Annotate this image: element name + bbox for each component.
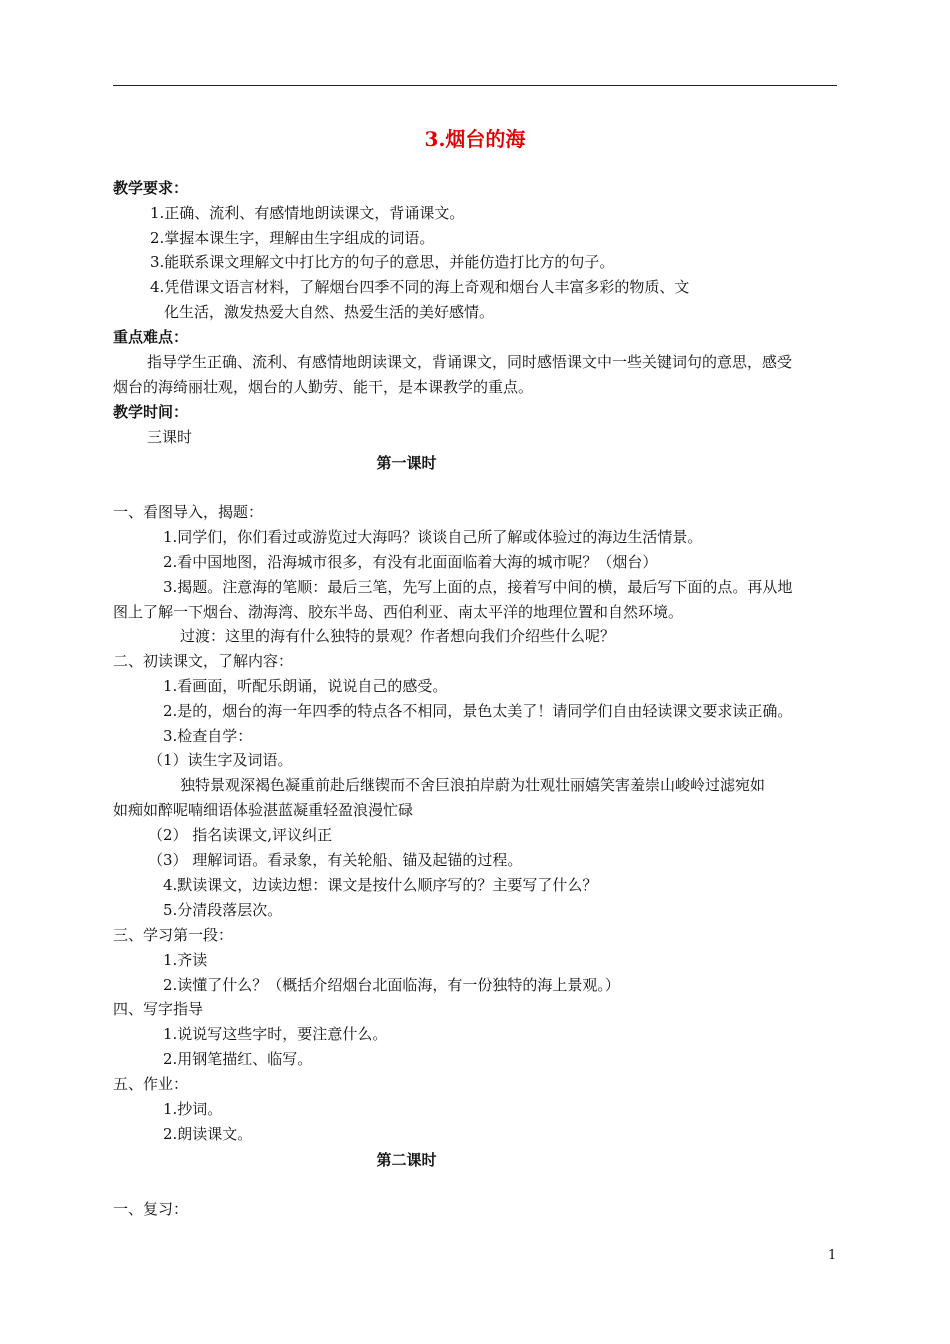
section-heading: 四、写字指导 [113,1000,204,1018]
requirement-item: 化生活，激发热爱大自然、热爱生活的美好感情。 [164,303,495,321]
requirement-item: 1.正确、流利、有感情地朗读课文，背诵课文。 [150,204,465,222]
page-number: 1 [828,1248,837,1263]
list-item: 2.朗读课文。 [163,1125,253,1143]
lesson-one-heading: 第一课时 [376,454,437,472]
list-item: 4.默读课文，边读边想：课文是按什么顺序写的？主要写了什么？ [163,876,598,894]
section-heading: 一、看图导入，揭题： [113,503,264,521]
key-points-text: 指导学生正确、流利、有感情地朗读课文，背诵课文，同时感悟课文中一些关键词句的意思，感受 [147,353,793,371]
document-title: 3.烟台的海 [424,127,526,151]
key-points-heading: 重点难点： [113,328,189,346]
requirements-heading: 教学要求： [113,179,189,197]
transition-text: 过渡：这里的海有什么独特的景观？作者想向我们介绍些什么呢？ [180,627,616,645]
section-heading: 三、学习第一段： [113,926,234,944]
key-points-text: 烟台的海绮丽壮观，烟台的人勤劳、能干，是本课教学的重点。 [113,378,534,396]
list-item: （1）读生字及词语。 [148,751,293,769]
list-item: （2） 指名读课文,评议纠正 [148,826,333,844]
vocabulary-list: 独特景观深褐色凝重前赴后继锲而不舍巨浪拍岸蔚为壮观壮丽嬉笑害羞崇山峻岭过滤宛如 [180,776,766,794]
teaching-time-heading: 教学时间： [113,403,189,421]
section-heading: 一、复习： [113,1200,189,1218]
requirement-item: 2.掌握本课生字，理解由生字组成的词语。 [150,229,435,247]
requirement-item: 4.凭借课文语言材料，了解烟台四季不同的海上奇观和烟台人丰富多彩的物质、文 [150,278,690,296]
vocabulary-list: 如痴如醉呢喃细语体验湛蓝凝重轻盈浪漫忙碌 [113,801,414,819]
list-item: 2.是的，烟台的海一年四季的特点各不相同，景色太美了！请同学们自由轻读课文要求读正确。 [163,702,793,720]
list-item: 2.用钢笔描红、临写。 [163,1050,313,1068]
list-item: 图上了解一下烟台、渤海湾、胶东半岛、西伯利亚、南太平洋的地理位置和自然环境。 [113,603,684,621]
list-item: 3.揭题。注意海的笔顺：最后三笔，先写上面的点，接着写中间的横，最后写下面的点。再从地 [163,578,793,596]
list-item: 5.分清段落层次。 [163,901,283,919]
list-item: 1.说说写这些字时，要注意什么。 [163,1025,388,1043]
list-item: （3） 理解词语。看录象，有关轮船、锚及起锚的过程。 [148,851,523,869]
requirement-item: 3.能联系课文理解文中打比方的句子的意思，并能仿造打比方的句子。 [150,253,615,271]
list-item: 1.齐读 [163,951,208,969]
section-heading: 五、作业： [113,1075,189,1093]
list-item: 2.读懂了什么？（概括介绍烟台北面临海，有一份独特的海上景观。） [163,976,620,994]
list-item: 1.看画面，听配乐朗诵，说说自己的感受。 [163,677,448,695]
list-item: 2.看中国地图，沿海城市很多，有没有北面面临着大海的城市呢？（烟台） [163,553,658,571]
list-item: 3.检查自学： [163,727,253,745]
lesson-two-heading: 第二课时 [376,1151,437,1169]
list-item: 1.抄词。 [163,1100,223,1118]
list-item: 1.同学们，你们看过或游览过大海吗？谈谈自己所了解或体验过的海边生活情景。 [163,528,703,546]
section-heading: 二、初读课文，了解内容： [113,652,294,670]
header-rule [113,85,837,86]
teaching-time-value: 三课时 [147,428,193,446]
